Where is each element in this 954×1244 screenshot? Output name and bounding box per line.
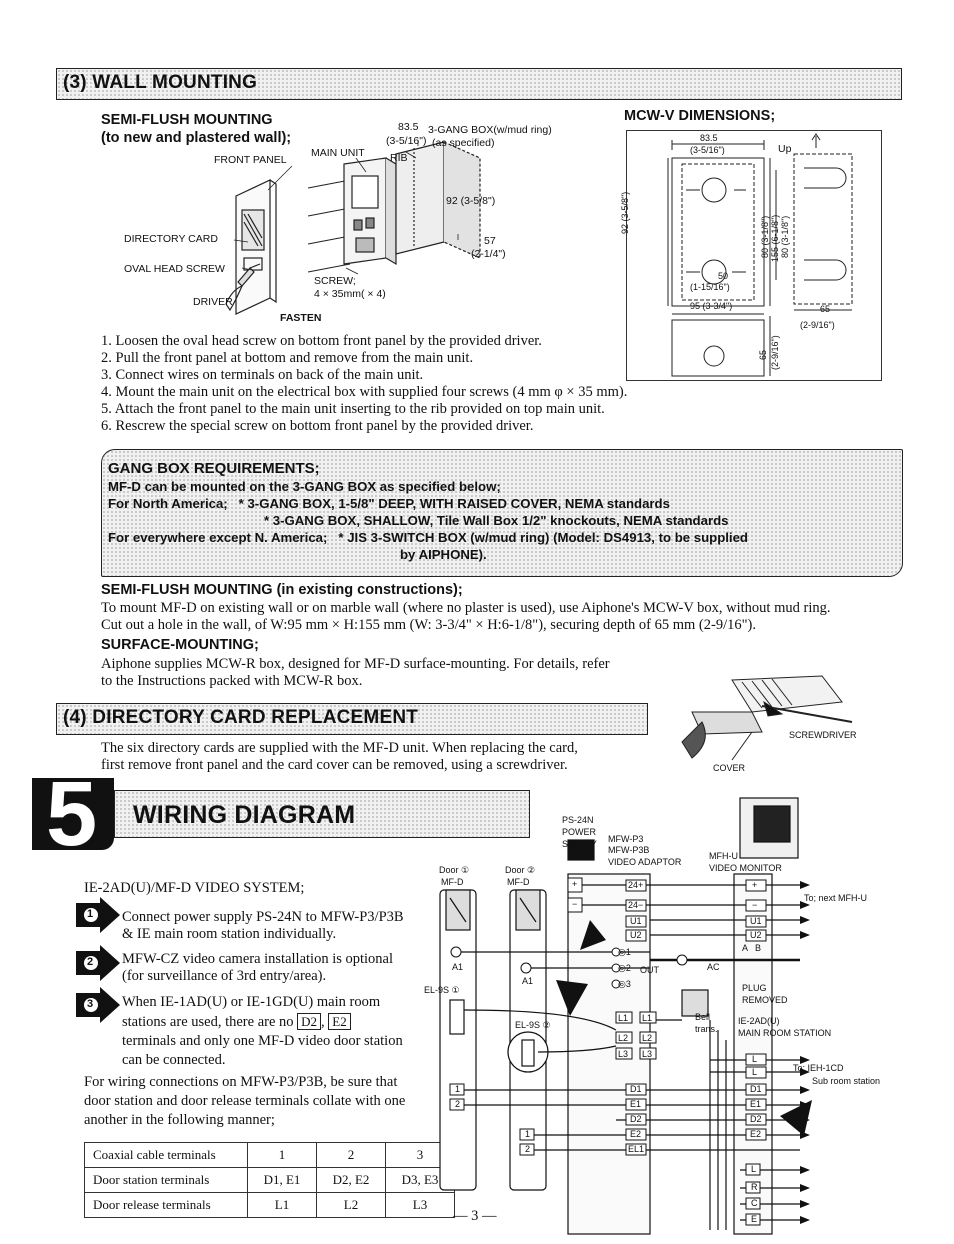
wiring-note-3: When IE-1AD(U) or IE-1GD(U) main room stations are used, there are no D2 , E2 terminals and only one MF-D video door station can be connected. (122, 994, 403, 1068)
wiring-title: WIRING DIAGRAM (133, 801, 356, 829)
dg-e1b: E1 (750, 1099, 762, 1109)
table-cell: 1 (248, 1143, 317, 1168)
table-cell: L3 (386, 1193, 455, 1218)
mounting-steps (101, 333, 721, 435)
label-main-unit: MAIN UNIT (311, 147, 365, 159)
dg-el9s2: EL-9S ② (515, 1020, 551, 1030)
dg-video-adaptor: VIDEO ADAPTOR (608, 857, 682, 867)
dg-video-monitor: VIDEO MONITOR (709, 863, 782, 873)
mounting-step: 1. Loosen the oval head screw on bottom front panel by the provided driver. (101, 333, 542, 349)
step-arrow-1-icon (74, 897, 122, 933)
gang-box-panel (101, 449, 903, 577)
dg-l2a: L2 (618, 1033, 629, 1043)
mcwv-w: 83.5 (700, 133, 718, 143)
dg-ps24n: PS-24N (562, 815, 594, 825)
dg-plus-b: + (752, 880, 758, 890)
section-title: (3) WALL MOUNTING (63, 72, 258, 93)
dg-sub-room: Sub room station (812, 1076, 881, 1086)
semi-flush-heading: SEMI-FLUSH MOUNTING (to new and plastered wall); (101, 112, 292, 146)
existing-text: To mount MF-D on existing wall or on marble wall (where no plaster is used), use Aiphone's MCW-V box, without mud ring. Cut out a hole in the wall, of W:95 mm × H:155 mm (W: 3-3/4" × H:6-1/8"), securing depth of 65 mm (2-9/16"). (101, 600, 831, 633)
dg-l1b: L1 (642, 1013, 653, 1023)
gang-box-title: GANG BOX REQUIREMENTS; (108, 460, 320, 477)
dg-door1: Door ① (439, 865, 470, 875)
gang-box-line: by AIPHONE). (400, 547, 487, 562)
dg-ab: A B (742, 943, 762, 953)
dg-u2a: U2 (630, 930, 642, 940)
dg-u1a: U1 (630, 916, 642, 926)
dg-a1a: A1 (452, 962, 464, 972)
label-directory-card: DIRECTORY CARD (124, 233, 218, 245)
label-gang-box: 3-GANG BOX(w/mud ring) (428, 124, 552, 136)
mcwv-up: Up (778, 143, 792, 155)
existing-heading: SEMI-FLUSH MOUNTING (in existing constructions); (101, 582, 463, 598)
wiring-note-1: Connect power supply PS-24N to MFW-P3/P3B & IE main room station individually. (122, 909, 404, 942)
table-cell: L1 (248, 1193, 317, 1218)
dg-24m: 24− (628, 900, 644, 910)
dg-c3: ◎3 (618, 979, 631, 989)
gang-box-line: * 3-GANG BOX, SHALLOW, Tile Wall Box 1/2" knockouts, NEMA standards (264, 513, 729, 528)
mcwv-h65: 65 (758, 349, 768, 360)
section-title: (4) DIRECTORY CARD REPLACEMENT (63, 707, 419, 728)
mounting-step: 2. Pull the front panel at bottom and remove from the main unit. (101, 350, 474, 366)
dg-power: POWER (562, 827, 597, 837)
dg-el9s1: EL-9S ① (424, 985, 460, 995)
dg-l3b: L3 (642, 1049, 653, 1059)
dg-n2a: 2 (455, 1099, 461, 1109)
dg-mfwp3: MFW-P3 (608, 834, 644, 844)
dg-te: E (751, 1214, 758, 1224)
dg-c2: ◎2 (618, 963, 631, 973)
dg-plus: + (572, 879, 578, 889)
table-cell: D1, E1 (248, 1168, 317, 1193)
dg-l3a: L3 (618, 1049, 629, 1059)
dg-e2a: E2 (630, 1129, 642, 1139)
dg-d1a: D1 (630, 1084, 642, 1094)
label-rib: RIB (390, 152, 408, 164)
label-screw-size: 4 × 35mm( × 4) (314, 288, 386, 300)
dg-minus-b: − (752, 900, 758, 910)
step-badge-3: 3 (87, 998, 94, 1010)
label-dim-57-in: (2-1/4") (471, 248, 506, 260)
wall-mounting-banner (56, 68, 902, 100)
terminal-d2-box: D2 (297, 1013, 321, 1030)
wiring-system: IE-2AD(U)/MF-D VIDEO SYSTEM; (84, 880, 305, 896)
mounting-step: 5. Attach the front panel to the main unit inserting to the rib provided on top main unit. (101, 401, 605, 417)
mounting-step: 3. Connect wires on terminals on back of the main unit. (101, 367, 424, 383)
gang-box-line: For North America; * 3-GANG BOX, 1-5/8" DEEP, WITH RAISED COVER, NEMA standards (108, 496, 670, 511)
dg-minus: − (572, 899, 578, 909)
dg-d2b: D2 (750, 1114, 762, 1124)
dg-main-room: MAIN ROOM STATION (738, 1028, 832, 1038)
surface-heading: SURFACE-MOUNTING; (101, 637, 259, 653)
dg-plug: PLUG (742, 983, 767, 993)
label-box-width: 83.5 (398, 121, 419, 133)
gang-box-line: MF-D can be mounted on the 3-GANG BOX as specified below; (108, 479, 501, 494)
dg-supply: SUPPLY (562, 839, 597, 849)
label-as-specified: (as specified) (432, 137, 495, 149)
dg-24p: 24+ (628, 880, 644, 890)
surface-text: Aiphone supplies MCW-R box, designed for MF-D surface-mounting. For details, refer to the Instructions packed with MCW-R box. (101, 656, 610, 689)
table-cell: Coaxial cable terminals (85, 1143, 248, 1168)
label-dim-92: 92 (3-5/8") (446, 195, 496, 207)
mcwv-h155: 155 (6-1/8") (770, 214, 780, 262)
dg-to-next: To; next MFH-U (804, 893, 868, 903)
table-row (85, 1143, 455, 1168)
main-unit-drawing (344, 158, 396, 264)
dg-el1: EL1 (628, 1144, 645, 1154)
dg-mfhu: MFH-U (709, 851, 738, 861)
table-cell: Door station terminals (85, 1168, 248, 1193)
table-cell: D3, E3 (386, 1168, 455, 1193)
page-number: — 3 — (453, 1208, 497, 1224)
wiring-number: 5 (46, 763, 98, 865)
dg-c1: ◎1 (618, 947, 631, 957)
step-badge-2: 2 (87, 956, 94, 968)
dg-u2b: U2 (750, 930, 762, 940)
mcwv-w-in: (3-5/16") (690, 145, 725, 155)
label-screwdriver: SCREWDRIVER (789, 730, 857, 740)
dg-l-main2: L (752, 1067, 758, 1077)
dg-d1b: D1 (750, 1084, 762, 1094)
directory-card-illustration (672, 672, 872, 772)
gang-box-line: For everywhere except N. America; * JIS 3-SWITCH BOX (w/mud ring) (Model: DS4913, to be supplied (108, 530, 748, 545)
dg-to-ieh: To; IEH-1CD (793, 1063, 844, 1073)
dg-u1b: U1 (750, 916, 762, 926)
mcwv-w50: 50 (718, 271, 729, 281)
dg-removed: REMOVED (742, 995, 788, 1005)
mcwv-d65-in: (2-9/16") (800, 320, 835, 330)
terminal-e2-box: E2 (328, 1013, 350, 1030)
table-cell: Door release terminals (85, 1193, 248, 1218)
dg-d2a: D2 (630, 1114, 642, 1124)
dg-bell: Bell (695, 1012, 711, 1022)
label-screw: SCREW; (314, 275, 356, 287)
step-arrow-2-icon (74, 945, 122, 981)
label-box-width-in: (3-5/16") (386, 135, 427, 147)
mcwv-h80a: 80 (3-1/8") (760, 215, 770, 258)
dg-mfd2: MF-D (507, 877, 530, 887)
dg-tr: R (751, 1182, 758, 1192)
dg-trans: trans. (695, 1024, 718, 1034)
wiring-paragraph: For wiring connections on MFW-P3/P3B, be sure that door station and door release terminals collate with one another in the following manner; (84, 1074, 406, 1128)
mcwv-w50-in: (1-15/16") (690, 282, 730, 292)
wiring-number-badge (32, 763, 114, 865)
directory-text: The six directory cards are supplied with the MF-D unit. When replacing the card, first remove front panel and the card cover can be removed, using a screwdriver. (101, 740, 578, 773)
table-cell: 3 (386, 1143, 455, 1168)
dg-l1a: L1 (618, 1013, 629, 1023)
table-row (85, 1168, 455, 1193)
dg-tl: L (751, 1164, 757, 1174)
dg-e2b: E2 (750, 1129, 762, 1139)
dg-l2b: L2 (642, 1033, 653, 1043)
directory-banner (56, 703, 648, 735)
mcwv-heading: MCW-V DIMENSIONS; (624, 108, 776, 124)
step-badge-1: 1 (87, 908, 94, 920)
table-cell: L2 (317, 1193, 386, 1218)
mcwv-d65: 65 (820, 304, 831, 314)
label-fasten: FASTEN (280, 312, 322, 324)
mounting-step: 6. Rescrew the special screw on bottom front panel by the provided driver. (101, 418, 534, 434)
dg-ac: AC (707, 962, 720, 972)
dg-door2: Door ② (505, 865, 536, 875)
dg-out: OUT (640, 965, 659, 975)
table-row (85, 1193, 455, 1218)
dg-n1b: 1 (525, 1129, 531, 1139)
dg-a1b: A1 (522, 976, 534, 986)
dg-n1a: 1 (455, 1084, 461, 1094)
mcwv-h80b: 80 (3-1/8") (780, 215, 790, 258)
dg-tc: C (751, 1198, 758, 1208)
label-driver: DRIVER (193, 296, 233, 308)
label-cover: COVER (713, 763, 746, 773)
dg-mfd1: MF-D (441, 877, 464, 887)
label-front-panel: FRONT PANEL (214, 154, 287, 166)
dg-l-main: L (752, 1054, 758, 1064)
terminal-table (84, 1142, 455, 1218)
mcwv-h65-in: (2-9/16") (770, 335, 780, 370)
step-arrow-3-icon (74, 987, 122, 1023)
dg-e1a: E1 (630, 1099, 642, 1109)
mcwv-w95: 95 (3-3/4") (690, 301, 733, 311)
dg-n2b: 2 (525, 1144, 531, 1154)
mounting-step: 4. Mount the main unit on the electrical box with supplied four screws (4 mm φ × 35 mm). (101, 384, 628, 400)
wiring-note-2: MFW-CZ video camera installation is optional (for surveillance of 3rd entry/area). (122, 951, 394, 984)
mcwv-h92: 92 (3-5/8") (620, 191, 630, 234)
table-cell: 2 (317, 1143, 386, 1168)
table-cell: D2, E2 (317, 1168, 386, 1193)
front-panel-drawing (236, 180, 276, 314)
label-oval-head-screw: OVAL HEAD SCREW (124, 263, 225, 275)
dg-ie2ad: IE-2AD(U) (738, 1016, 780, 1026)
label-dim-57: 57 (484, 235, 496, 247)
dg-mfwp3b: MFW-P3B (608, 845, 650, 855)
